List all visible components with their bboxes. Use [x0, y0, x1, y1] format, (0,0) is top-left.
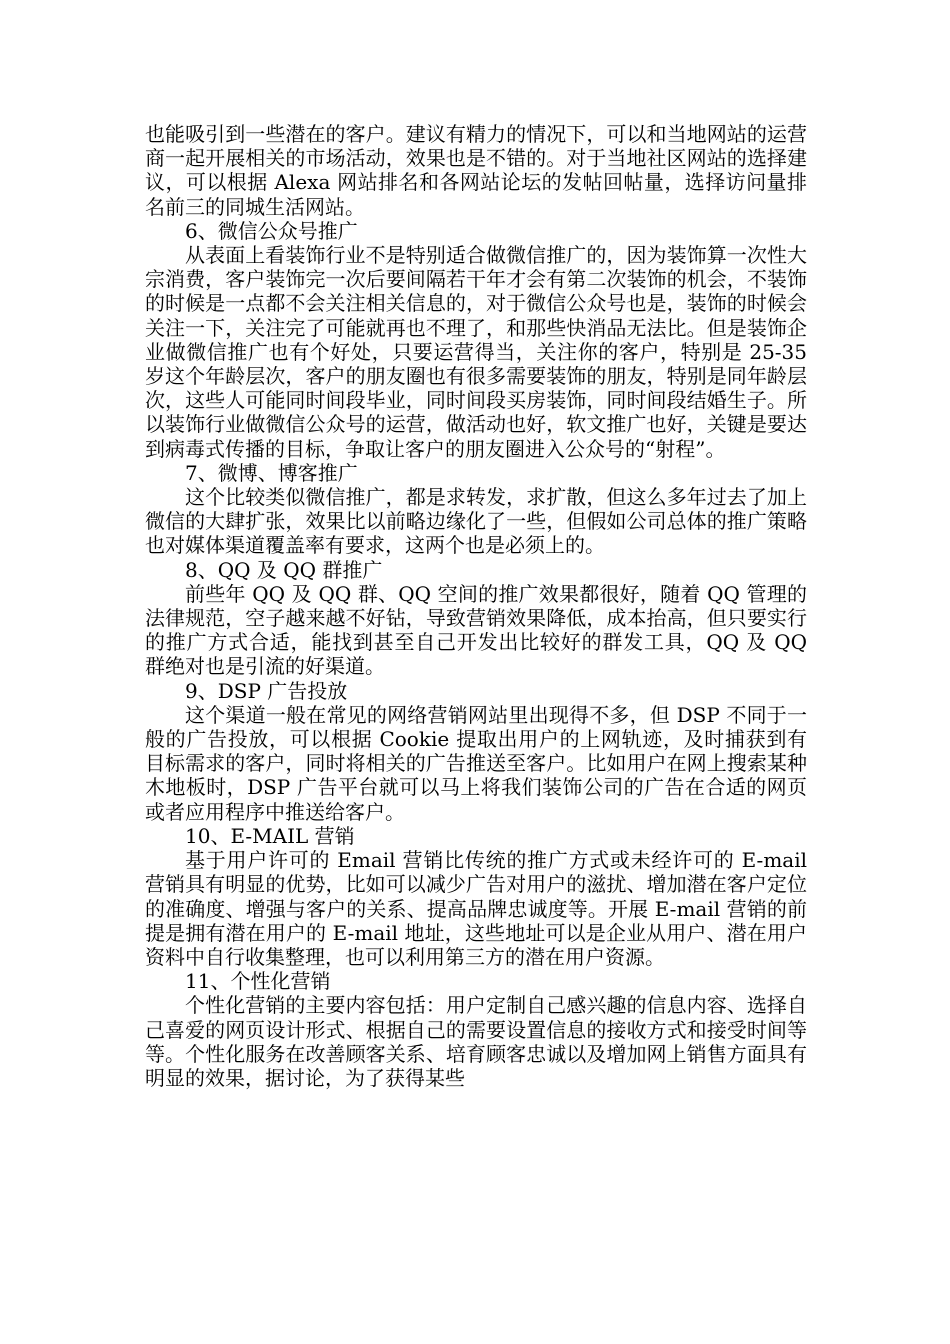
- heading-weibo-blog: 7、微博、博客推广: [185, 460, 358, 485]
- paragraph-community-sites: 也能吸引到一些潜在的客户。建议有精力的情况下，可以和当地网站的运营商一起开展相关的市场活动，效果也是不错的。对于当地社区网站的选择建议，可以根据 Alexa 网站排名和各网站论坛的发帖回帖量，选择访问量排名前三的同城生活网站。: [145, 122, 807, 219]
- paragraph-personalized: 个性化营销的主要内容包括：用户定制自己感兴趣的信息内容、选择自己喜爱的网页设计形式、根据自己的需要设置信息的接收方式和接受时间等等。个性化服务在改善顾客关系、培育顾客忠诚以及增加网上销售方面具有明显的效果，据讨论，为了获得某些: [145, 993, 807, 1090]
- paragraph-email: 基于用户许可的 Email 营销比传统的推广方式或未经许可的 E-mail 营销具有明显的优势，比如可以减少广告对用户的滋扰、增加潜在客户定位的准确度、增强与客户的关系、提高品牌忠诚度等。开展 E-mail 营销的前提是拥有潜在用户的 E-mail 地址，这些地址可以是企业从用户、潜在用户资料中自行收集整理，也可以利用第三方的潜在用户资源。: [145, 848, 807, 969]
- heading-qq: 8、QQ 及 QQ 群推广: [185, 557, 383, 582]
- paragraph-qq: 前些年 QQ 及 QQ 群、QQ 空间的推广效果都很好，随着 QQ 管理的法律规范，空子越来越不好钻，导致营销效果降低，成本抬高，但只要实行的推广方式合适，能找到甚至自己开发出比较好的群发工具，QQ 及 QQ 群绝对也是引流的好渠道。: [145, 581, 807, 679]
- heading-wechat: 6、微信公众号推广: [185, 218, 358, 243]
- paragraph-dsp: 这个渠道一般在常见的网络营销网站里出现得不多，但 DSP 不同于一般的广告投放，可以根据 Cookie 提取出用户的上网轨迹，及时捕获到有目标需求的客户，同时将相关的广告推送至客户。比如用户在网上搜索某种木地板时，DSP 广告平台就可以马上将我们装饰公司的广告在合适的网页或者应用程序中推送给客户。: [145, 702, 807, 824]
- heading-email: 10、E-MAIL 营销: [185, 823, 355, 848]
- paragraph-weibo-blog: 这个比较类似微信推广，都是求转发，求扩散，但这么多年过去了加上微信的大肆扩张，效果比以前略边缘化了一些，但假如公司总体的推广策略也对媒体渠道覆盖率有要求，这两个也是必须上的。: [145, 485, 807, 558]
- heading-dsp: 9、DSP 广告投放: [185, 678, 348, 703]
- document-body: [145, 122, 807, 1090]
- paragraph-wechat: 从表面上看装饰行业不是特别适合做微信推广的，因为装饰算一次性大宗消费，客户装饰完一次后要间隔若干年才会有第二次装饰的机会，不装饰的时候是一点都不会关注相关信息的，对于微信公众号也是，装饰的时候会关注一下，关注完了可能就再也不理了，和那些快消品无法比。但是装饰企业做微信推广也有个好处，只要运营得当，关注你的客户，特别是 25-35 岁这个年龄层次，客户的朋友圈也有很多需要装饰的朋友，特别是同年龄层次，这些人可能同时间段毕业，同时间段买房装饰，同时间段结婚生子。所以装饰行业做微信公众号的运营，做活动也好，软文推广也好，关键是要达到病毒式传播的目标，争取让客户的朋友圈进入公众号的“射程”。: [145, 243, 807, 461]
- heading-personalized: 11、个性化营销: [185, 969, 331, 994]
